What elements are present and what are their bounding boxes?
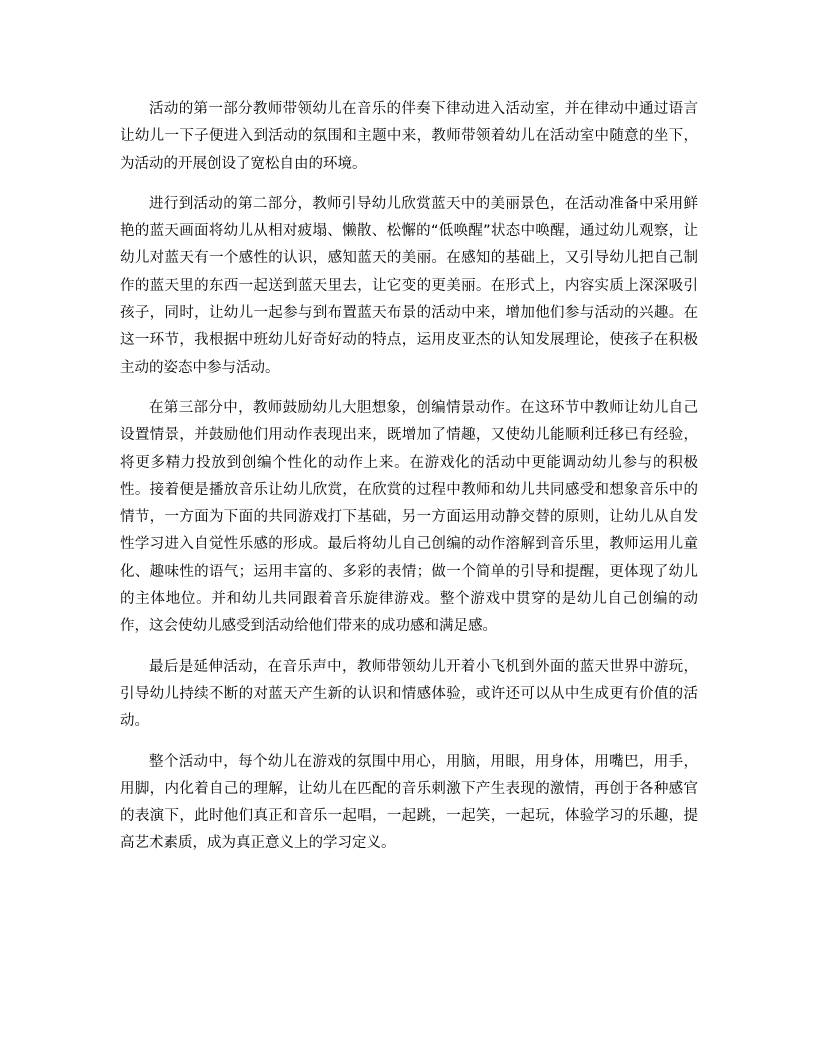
paragraph-1: 活动的第一部分教师带领幼儿在音乐的伴奏下律动进入活动室，并在律动中通过语言让幼儿一下子便进入到活动的氛围和主题中来，教师带领着幼儿在活动室中随意的坐下，为活动的开展创设了宽松自由的环境。 [120, 101, 698, 172]
paragraph-2: 进行到活动的第二部分，教师引导幼儿欣赏蓝天中的美丽景色，在活动准备中采用鲜艳的蓝天画面将幼儿从相对疲塌、懒散、松懈的“低唤醒”状态中唤醒，通过幼儿观察，让幼儿对蓝天有一个感性的认识，感知蓝天的美丽。在感知的基础上，又引导幼儿把自己制作的蓝天里的东西一起送到蓝天里去，让它变的更美丽。在形式上，内容实质上深深吸引孩子，同时，让幼儿一起参与到布置蓝天布景的活动中来，增加他们参与活动的兴趣。在这一环节，我根据中班幼儿好奇好动的特点，运用皮亚杰的认知发展理论，使孩子在积极主动的姿态中参与活动。 [120, 195, 698, 376]
document-page [120, 96, 698, 871]
paragraph-3: 在第三部分中，教师鼓励幼儿大胆想象，创编情景动作。在这环节中教师让幼儿自己设置情景，并鼓励他们用动作表现出来，既增加了情趣，又使幼儿能顺利迁移已有经验，将更多精力投放到创编个性化的动作上来。在游戏化的活动中更能调动幼儿参与的积极性。接着便是播放音乐让幼儿欣赏，在欣赏的过程中教师和幼儿共同感受和想象音乐中的情节，一方面为下面的共同游戏打下基础，另一方面运用动静交替的原则，让幼儿从自发性学习进入自觉性乐感的形成。最后将幼儿自己创编的动作溶解到音乐里，教师运用儿童化、趣味性的语气；运用丰富的、多彩的表情；做一个简单的引导和提醒，更体现了幼儿的主体地位。并和幼儿共同跟着音乐旋律游戏。整个游戏中贯穿的是幼儿自己创编的动作，这会使幼儿感受到活动给他们带来的成功感和满足感。 [120, 399, 698, 635]
paragraph-5: 整个活动中，每个幼儿在游戏的氛围中用心，用脑，用眼，用身体，用嘴巴，用手，用脚，内化着自己的理解，让幼儿在匹配的音乐刺激下产生表现的激情，再创于各种感官的表演下，此时他们真正和音乐一起唱，一起跳，一起笑，一起玩，体验学习的乐趣，提高艺术素质，成为真正意义上的学习定义。 [120, 753, 698, 852]
paragraph-4: 最后是延伸活动，在音乐声中，教师带领幼儿开着小飞机到外面的蓝天世界中游玩，引导幼儿持续不断的对蓝天产生新的认识和情感体验，或许还可以从中生成更有价值的活动。 [120, 658, 698, 730]
